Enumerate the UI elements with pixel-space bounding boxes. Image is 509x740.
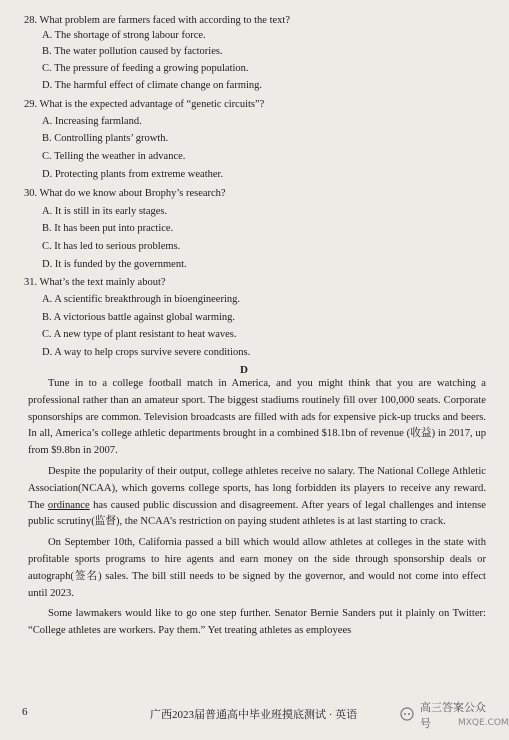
option-31d: D. A way to help crops survive severe conditions. bbox=[42, 347, 251, 358]
underlined-word: ordinance bbox=[47, 499, 90, 511]
question-29: 29. What is the expected advantage of “genetic circuits”? bbox=[24, 99, 265, 110]
option-28d: D. The harmful effect of climate change on farming. bbox=[42, 80, 263, 91]
chat-bubble-icon bbox=[400, 707, 416, 723]
option-30a: A. It is still in its early stages. bbox=[42, 206, 168, 217]
option-30d: D. It is funded by the government. bbox=[42, 259, 187, 270]
option-29b: B. Controlling plants’ growth. bbox=[42, 133, 169, 144]
option-31a: A. A scientific breakthrough in bioengineering. bbox=[42, 294, 240, 305]
paragraph-2-part-b: has caused public discussion and disagreement. After years of legal challenges and intense public scrutiny(监督), the NCAA’s restriction on paying student athletes is at last starting to crack. bbox=[28, 499, 486, 528]
page-number: 6 bbox=[22, 706, 28, 718]
option-31c: C. A new type of plant resistant to heat waves. bbox=[42, 329, 237, 340]
option-28b: B. The water pollution caused by factories. bbox=[42, 46, 223, 57]
option-28a: A. The shortage of strong labour force. bbox=[42, 30, 206, 41]
exam-title: 广西2023届普通高中毕业班摸底测试 · 英语 bbox=[150, 709, 358, 721]
section-heading: D bbox=[240, 364, 248, 376]
question-28: 28. What problem are farmers faced with according to the text? bbox=[24, 15, 290, 26]
option-29c: C. Telling the weather in advance. bbox=[42, 151, 186, 162]
paragraph-2 bbox=[28, 464, 486, 531]
option-29d: D. Protecting plants from extreme weather. bbox=[42, 169, 224, 180]
option-30c: C. It has led to serious problems. bbox=[42, 241, 181, 252]
option-28c: C. The pressure of feeding a growing population. bbox=[42, 63, 249, 74]
corner-watermark: MXQE.COM bbox=[458, 718, 509, 728]
paragraph-1: Tune in to a college football match in America, and you might think that you are watching a professional rather than an amateur sport. The biggest stadiums routinely fill over 100,000 seats. Corporate sponsorships are common. Television broadcasts are filled with ads for expensive pick-up trucks and beers. In all, America’s college athletic departments brought in a combined $18.1bn of revenue (收益) in 2017, up from $9.8bn in 2007. bbox=[28, 378, 486, 457]
option-31b: B. A victorious battle against global warming. bbox=[42, 312, 236, 323]
paragraph-3: On September 10th, California passed a bill which would allow athletes at colleges in the state with profitable sports programs to hire agents and earn money on the side through sponsorship deals or autograph(签名) sales. The bill still needs to be signed by the governor, and would not come into effect until 2023. bbox=[28, 537, 486, 599]
question-30: 30. What do we know about Brophy’s research? bbox=[24, 188, 226, 199]
option-29a: A. Increasing farmland. bbox=[42, 116, 142, 127]
paragraph-4: Some lawmakers would like to go one step further. Senator Bernie Sanders put it plainly on Twitter: “College athletes are workers. Pay them.” Yet treating athletes as employees bbox=[28, 608, 486, 637]
brand-text: 高三答案公众号 bbox=[420, 701, 486, 730]
paragraph-2-part-a: Despite the popularity of their output, college athletes receive no salary. The National College Athletic Association(NCAA), which governs college sports, has long forbidden its players to receive any reward. The bbox=[28, 465, 486, 511]
question-31: 31. What’s the text mainly about? bbox=[24, 277, 166, 288]
reading-passage bbox=[28, 376, 486, 640]
option-30b: B. It has been put into practice. bbox=[42, 223, 174, 234]
